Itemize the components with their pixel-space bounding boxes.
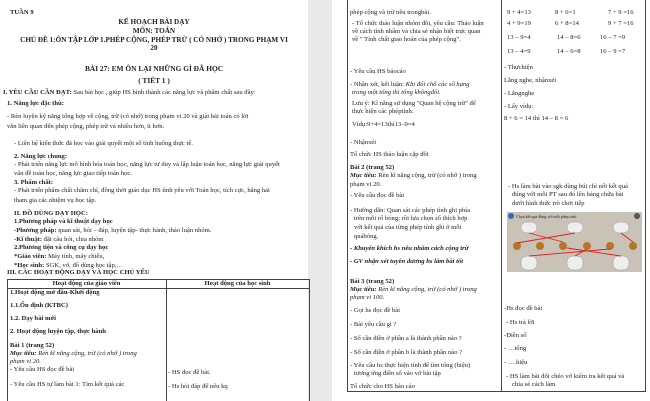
text: đặt câu hỏi, chia nhóm bbox=[42, 236, 104, 243]
text: - Tổ chức thảo luận nhóm đôi, yêu cầu: Thảo luận bbox=[352, 20, 484, 27]
text: Rèn kĩ năng cộng, trừ (có nhớ ) trong bbox=[376, 286, 477, 293]
label: -Phương pháp: bbox=[14, 227, 57, 234]
heading: 3. Phẩm chất: bbox=[14, 179, 54, 186]
math-cell: 13 – 9=4 bbox=[507, 34, 531, 41]
col-header-teacher: Hoạt động của giáo viên bbox=[52, 280, 121, 287]
heading: I. YÊU CẦU CẦN ĐẠT: bbox=[3, 89, 72, 96]
text: - Số cần điền ở phần b là thành phần nào ? bbox=[350, 349, 463, 356]
page-right bbox=[332, 0, 650, 401]
text: quảbóng. bbox=[354, 233, 379, 240]
math-cell: 14 – 6=8 bbox=[557, 48, 581, 55]
text: về " Tính chất giao hoán của phép cộng". bbox=[352, 36, 461, 43]
text: tham gia các nhiệm vụ học tập. bbox=[14, 197, 97, 204]
text: 2. Hoạt động luyện tập, thực hành bbox=[10, 328, 106, 335]
text: văn liên quan đến phép cộng, phép trừ và nhiều hơn, ít hơn. bbox=[7, 123, 165, 130]
text: - Lắngnghe bbox=[504, 90, 535, 97]
text: Khi đổi chỗ các số hạng bbox=[405, 81, 470, 88]
text: - ….hiệu bbox=[504, 359, 528, 366]
text: - Gọi hs đọc đề bài bbox=[350, 307, 400, 314]
text: - Nhậnxét bbox=[350, 139, 377, 146]
week-label: TUẦN 9 bbox=[10, 9, 34, 16]
text: Rèn kĩ năng cộng, trừ (có nhớ ) trong bbox=[36, 350, 137, 357]
text: trong một tổng thì tổng khôngđổi. bbox=[352, 89, 441, 96]
subject: MÔN: TOÁN bbox=[132, 27, 176, 35]
text: - Khuyến khích hs nêu nhẩm cách cộng trừ bbox=[350, 245, 469, 252]
text: phạm vi 20. bbox=[10, 358, 41, 365]
text: phạm vi 100. bbox=[350, 294, 385, 301]
text: phép cộng và trừ nêu trongbài. bbox=[350, 9, 431, 16]
text: - Yêu cầu HS tự làm bài 1: Tìm kết quả các bbox=[10, 381, 125, 388]
text: Lắng nghe, nhậnxét bbox=[504, 77, 557, 84]
label: Mục tiêu: bbox=[10, 350, 37, 357]
text: vấn đề toán học, năng lực giao tiếp toán học. bbox=[14, 170, 133, 177]
text: Rèn kĩ năng cộng, trừ (có nhớ ) trong bbox=[376, 172, 477, 179]
period: ( TIẾT 1 ) bbox=[138, 76, 170, 85]
text: - Thựchiện bbox=[504, 64, 533, 71]
heading: 2.Phương tiện và công cụ dạy học bbox=[14, 244, 109, 251]
text: SGK, vở, đồ dùng học tập,… bbox=[44, 262, 123, 269]
text: phạm vi 20. bbox=[350, 181, 382, 188]
text: -Điền số bbox=[504, 332, 527, 339]
text: 1.2. Dạy bài mới bbox=[10, 315, 56, 322]
label: *Học sinh: bbox=[14, 262, 45, 269]
label: *Giáo viên: bbox=[14, 253, 47, 260]
text: - GV nhận xét tuyên dương hs làm bài tốt bbox=[350, 258, 464, 265]
math-cell: 13 – 4=9 bbox=[507, 48, 531, 55]
heading: 1.Phương pháp và kĩ thuật dạy học bbox=[14, 218, 113, 225]
text: - Yêu cầu hs thực hiện tính để tìm tổng (hiệu) bbox=[350, 362, 471, 369]
text: Máy tính, máy chiếu, bbox=[46, 253, 105, 260]
exercise-image bbox=[507, 212, 642, 272]
math-cell: 16 – 9 =7 bbox=[600, 48, 626, 55]
text: - Yêu cầu đọc đề bài bbox=[350, 192, 405, 199]
text: thực hiện các phéptính. bbox=[352, 108, 414, 115]
page-left bbox=[0, 0, 308, 401]
plan-title: KẾ HOẠCH BÀI DẠY bbox=[118, 18, 190, 26]
text: trên mỗi rổ bóng; rồi lựa chọn số thích hợp bbox=[354, 215, 468, 222]
text: Bài 1 (trang 52) bbox=[10, 342, 55, 349]
image-caption: Chọn kết quả đúng với mỗi phép tính. bbox=[516, 214, 577, 219]
text: - Lấy vídụ: bbox=[504, 103, 534, 110]
text: Lưu ý: Kĩ năng sử dụng "Quan hệ cộng trừ" để bbox=[352, 100, 476, 107]
basketball-hoops-picture bbox=[507, 212, 642, 272]
label: Mục tiêu: bbox=[350, 286, 377, 293]
text: - Phát triển năng lực mô hình hóa toán học, năng lực tư duy và lập luận toán học, năng lực giải quyết bbox=[14, 161, 280, 168]
topic: CHỦ ĐỀ 1:ÔN TẬP LỚP 1.PHÉP CỘNG, PHÉP TRỪ ( CÓ NHỚ ) TRONG PHẠM VI bbox=[20, 36, 288, 44]
text: - Yêu cầu HS báocáo bbox=[350, 68, 406, 75]
text: Tổ chức cho HS báo cáo bbox=[350, 383, 415, 390]
text: quan sát, hỏi – đáp, luyện tập- thực hành, thảo luận nhóm. bbox=[56, 227, 212, 234]
text: - Rèn luyện kỹ năng tổng hợp về cộng, trừ (có nhớ) trong phạm vi 20 và giải bài toán có lời bbox=[7, 113, 249, 120]
math-cell: 9 + 4=13 bbox=[507, 9, 531, 16]
heading: III. CÁC HOẠT ĐỘNG DẠY VÀ HỌC CHỦ YẾU bbox=[7, 269, 150, 276]
text: - Hướng dẫn: Quan sát các phép tính ghi phía bbox=[350, 207, 471, 214]
text: - HS đọc đề bài. bbox=[168, 369, 211, 376]
text: Tổ chức HS thảo luận cặp đôi bbox=[350, 151, 429, 158]
text: chia sẻ cách làm bbox=[512, 381, 556, 388]
text: tương ứng điền số vào vở bài tập bbox=[354, 370, 441, 377]
math-cell: 16 – 7 =9 bbox=[600, 34, 626, 41]
math-cell: 8 + 6=1 bbox=[555, 9, 576, 16]
math-cell: 9 + 7 =16 bbox=[608, 20, 634, 27]
text: - Liên hệ kiến thức đã học vào giải quyết một số tình huống thực tế. bbox=[14, 140, 193, 147]
text: 8 + 6 = 14 thì 14 – 8 = 6 bbox=[504, 115, 569, 122]
text: đúng với mỗi PT sau đó lên bảng chữa bài bbox=[512, 191, 624, 198]
text: - Số cần điền ở phần a là thành phần nào ? bbox=[350, 335, 462, 342]
lesson-title: BÀI 27: EM ÔN LẠI NHỮNG GÌ ĐÃ HỌC bbox=[84, 64, 224, 73]
text: - Yêu cầu HS đọc đề bài bbox=[10, 366, 75, 373]
heading: II. ĐỒ DÙNG DẠY HỌC: bbox=[14, 210, 88, 217]
text: - Hs làm bài vào sgk dùng bút chì nối kết quả bbox=[508, 183, 628, 190]
text: Sau bài học , giúp HS hình thành các năng lực và phẩm chất sau đây: bbox=[71, 89, 256, 96]
text: - …tổng bbox=[504, 345, 527, 352]
col-header-student: Hoạt động của học sinh bbox=[204, 280, 271, 287]
text: về cách tính nhẩm và chia sẻ nhận biết trực quan bbox=[352, 28, 481, 35]
text: Bài 2 (trang 52) bbox=[350, 164, 395, 171]
math-cell: 14 – 8=6 bbox=[557, 34, 581, 41]
text: - Bài yêu cầu gì ? bbox=[350, 321, 397, 328]
heading: 1. Năng lực đặc thù: bbox=[7, 100, 64, 107]
heading: 2. Năng lực chung: bbox=[14, 153, 68, 160]
text: dưới hình thức trò chơi tiếp bbox=[512, 200, 585, 207]
text: - Nhận xét, kết luận: bbox=[350, 81, 406, 88]
text: 1.Hoạt động mở đầu-Khởi động bbox=[10, 289, 100, 296]
math-cell: 6 + 8=14 bbox=[555, 20, 579, 27]
text: Vídụ:9+4=13thì13–9=4 bbox=[352, 121, 415, 128]
text: - Hs trả lời bbox=[506, 319, 535, 326]
text: Bài 3 (trang 52) bbox=[350, 278, 395, 285]
text: -Hs đọc đề bài bbox=[504, 305, 543, 312]
math-cell: 4 + 9=19 bbox=[507, 20, 531, 27]
text: - Hs hỏi đáp để nêu kq bbox=[168, 383, 228, 390]
label: Mục tiêu: bbox=[350, 172, 377, 179]
text: - HS làm bài đổi chéo vở kiểm tra kết quả và bbox=[506, 373, 625, 380]
math-cell: 7 + 9 =16 bbox=[608, 9, 634, 16]
text: với kết quả của từng phép tính ghi ở mỗi bbox=[354, 224, 462, 231]
text: - Phát triển phẩm chất chăm chỉ, đồng thời giáo dục HS tình yêu với Toán học, tích cực, hăng hái bbox=[14, 187, 270, 194]
text: 1.1.Ổn định (KTBC) bbox=[10, 302, 68, 309]
topic-cont: 20 bbox=[150, 44, 158, 52]
label: -Kĩ thuật: bbox=[14, 236, 43, 243]
